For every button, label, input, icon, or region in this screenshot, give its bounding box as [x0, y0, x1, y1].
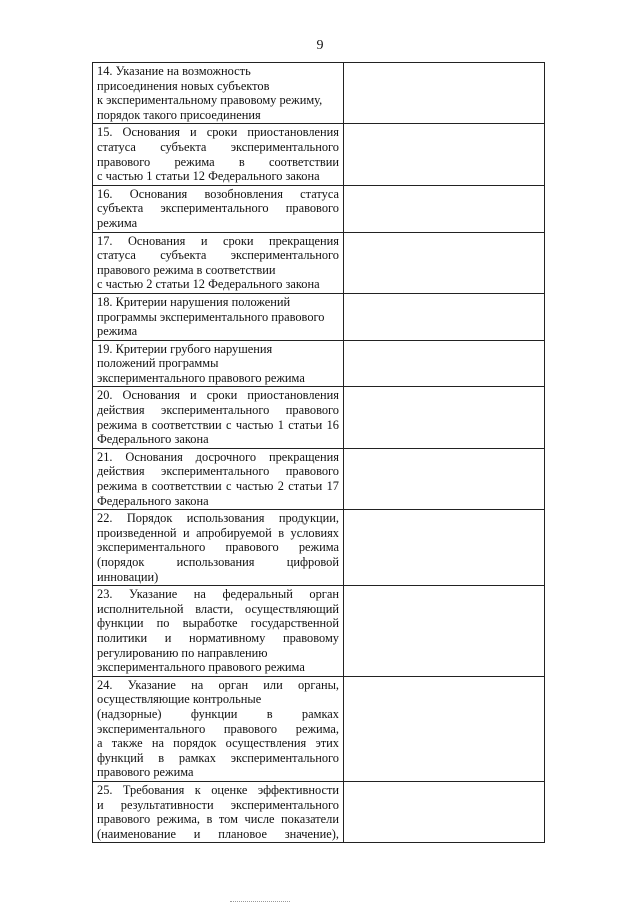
row-label-line: функций в рамках экспериментального	[97, 750, 339, 765]
row-label-cell	[93, 676, 344, 781]
row-label-cell	[93, 124, 344, 185]
table-row	[93, 510, 545, 586]
row-label-line: экспериментального правового режима	[97, 540, 339, 555]
table-row	[93, 293, 545, 340]
program-table	[92, 62, 545, 843]
row-label-line: 17. Основания и сроки прекращения	[97, 233, 339, 248]
row-label-line: 20. Основания и сроки приостановления	[97, 388, 339, 403]
row-label-line: исполнительной власти, осуществляющий	[97, 601, 339, 616]
row-label-line: действия экспериментального правового	[97, 403, 339, 418]
row-label-line: правового режима в соответствии	[97, 154, 339, 169]
row-label-cell	[93, 293, 344, 340]
row-label-cell	[93, 781, 344, 842]
row-label-line: Федерального закона	[97, 493, 209, 508]
page-number: 9	[316, 38, 324, 53]
row-label-cell	[93, 448, 344, 509]
row-label-line: экспериментального правового режима,	[97, 721, 339, 736]
row-label-cell	[93, 586, 344, 677]
row-value-cell[interactable]	[344, 676, 545, 781]
row-label-line: 18. Критерии нарушения положений	[97, 294, 291, 309]
row-label-line: режима	[97, 324, 138, 339]
row-label-cell	[93, 232, 344, 293]
table-row	[93, 232, 545, 293]
row-label-line: режима	[97, 215, 138, 230]
row-label-line: регулированию по направлению	[97, 645, 268, 660]
table-row	[93, 448, 545, 509]
row-value-cell[interactable]	[344, 586, 545, 677]
row-label-line: 15. Основания и сроки приостановления	[97, 125, 339, 140]
row-label-line: режима в соответствии с частью 2 статьи 17	[97, 479, 339, 494]
row-value-cell[interactable]	[344, 232, 545, 293]
row-label-line: осуществляющие контрольные	[97, 692, 262, 707]
row-value-cell[interactable]	[344, 124, 545, 185]
row-value-cell[interactable]	[344, 185, 545, 232]
row-label-line: 25. Требования к оценке эффективности	[97, 782, 339, 797]
row-label-line: присоединения новых субъектов	[97, 78, 270, 93]
row-label-line: а также на порядок осуществления этих	[97, 736, 339, 751]
row-label-line: экспериментального правового режима	[97, 370, 305, 385]
row-label-cell	[93, 185, 344, 232]
row-label-line: 21. Основания досрочного прекращения	[97, 449, 339, 464]
row-label-cell	[93, 63, 344, 124]
row-value-cell[interactable]	[344, 448, 545, 509]
row-label-line: 22. Порядок использования продукции,	[97, 511, 339, 526]
table-row	[93, 387, 545, 448]
row-label-line: 24. Указание на орган или органы,	[97, 677, 339, 692]
table-row	[93, 63, 545, 124]
row-label-line: с частью 1 статьи 12 Федерального закона	[97, 169, 320, 184]
row-label-line: произведенной и апробируемой в условиях	[97, 525, 339, 540]
row-value-cell[interactable]	[344, 63, 545, 124]
row-label-line: 23. Указание на федеральный орган	[97, 587, 339, 602]
row-label-line: действия экспериментального правового	[97, 464, 339, 479]
bottom-scan-mark	[230, 901, 290, 903]
table-row	[93, 124, 545, 185]
table-row	[93, 340, 545, 387]
row-label-line: функции по выработке государственной	[97, 616, 339, 631]
row-label-line: Федерального закона	[97, 432, 209, 447]
row-label-line: статуса субъекта экспериментального	[97, 248, 339, 263]
row-label-line: субъекта экспериментального правового	[97, 201, 339, 216]
row-label-line: (надзорные) функции в рамках	[97, 706, 339, 721]
row-value-cell[interactable]	[344, 387, 545, 448]
row-label-line: (наименование и плановое значение),	[97, 826, 339, 841]
row-label-line: 16. Основания возобновления статуса	[97, 186, 339, 201]
row-label-line: политики и нормативному правовому	[97, 630, 339, 645]
row-label-line: режима в соответствии с частью 1 статьи 16	[97, 417, 339, 432]
row-label-line: с частью 2 статьи 12 Федерального закона	[97, 277, 320, 292]
row-label-line: и результативности экспериментального	[97, 797, 339, 812]
row-label-line: к экспериментальному правовому режиму,	[97, 93, 323, 108]
row-label-line: статуса субъекта экспериментального	[97, 139, 339, 154]
row-label-line: правового режима, в том числе показатели	[97, 812, 339, 827]
row-label-line: правового режима в соответствии	[97, 262, 276, 277]
row-value-cell[interactable]	[344, 293, 545, 340]
row-label-cell	[93, 340, 344, 387]
row-label-line: экспериментального правового режима	[97, 660, 305, 675]
row-label-line: правового режима	[97, 765, 194, 780]
row-label-line: 19. Критерии грубого нарушения	[97, 341, 273, 356]
row-label-line: программы экспериментального правового	[97, 309, 325, 324]
row-label-line: положений программы	[97, 356, 219, 371]
row-label-line: 14. Указание на возможность	[97, 64, 251, 78]
row-value-cell[interactable]	[344, 781, 545, 842]
table-row	[93, 781, 545, 842]
row-label-cell	[93, 510, 344, 586]
row-value-cell[interactable]	[344, 510, 545, 586]
row-label-line: инновации)	[97, 569, 159, 584]
table-row	[93, 676, 545, 781]
row-label-line: (порядок использования цифровой	[97, 555, 339, 569]
row-label-line: порядок такого присоединения	[97, 107, 261, 122]
row-value-cell[interactable]	[344, 340, 545, 387]
table-row	[93, 586, 545, 677]
table-row	[93, 185, 545, 232]
row-label-cell	[93, 387, 344, 448]
